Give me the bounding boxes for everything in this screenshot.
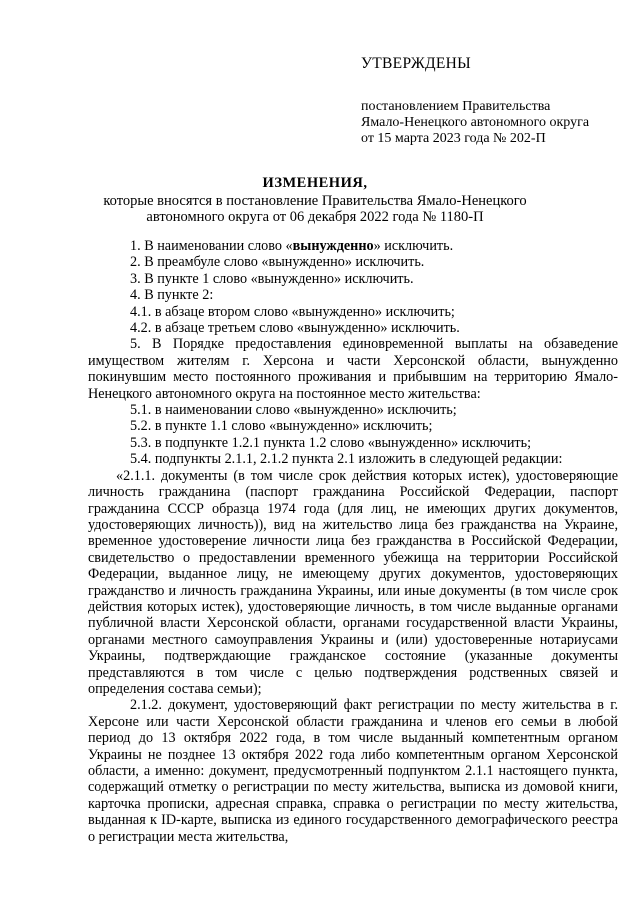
document-title — [60, 175, 570, 225]
paragraph-2-1-1: «2.1.1. документы (в том числе срок действия которых истек), удостоверяющие личность гражданина (паспорт гражданина Российской Федерации, паспорт гражданина СССР образца 1974 года (для лиц, не имеющих других документов, удостоверяющих личность)), вид на жительство лица без гражданства на Украине, временное удостоверение личности лица без гражданства в Российской Федерации, свидетельство о предоставлении временного убежища на территории Российской Федерации, выданное лицу, не имеющему других документов, удостоверяющих гражданство и личность гражданина Украины, или иные документы (в том числе срок действия которых истек), удостоверяющие личность, в том числе выданные органами публичной власти Херсонской области, органами государственной власти Украины, органами местного самоуправления Украины и (или) удостоверенные нотариусами Украины, подтверждающие гражданское состояние (указанные документы представляются в том числе с целью подтверждения родственных связей и определения состава семьи); — [88, 467, 618, 697]
item-4-2: 4.2. в абзаце третьем слово «вынужденно» исключить. — [130, 320, 460, 337]
item-5-2: 5.2. в пункте 1.1 слово «вынужденно» исключить; — [130, 418, 433, 435]
item-5-4: 5.4. подпункты 2.1.1, 2.1.2 пункта 2.1 изложить в следующей редакции: — [130, 451, 563, 468]
approval-line-2: Ямало-Ненецкого автономного округа — [361, 115, 590, 130]
document-body — [88, 238, 618, 845]
item-4: 4. В пункте 2: — [130, 287, 214, 304]
item-5-1: 5.1. в наименовании слово «вынужденно» исключить; — [130, 402, 457, 419]
approval-block — [361, 56, 631, 147]
item-3: 3. В пункте 1 слово «вынужденно» исключить. — [130, 270, 414, 287]
approval-line-3: от 15 марта 2023 года № 202-П — [361, 131, 546, 146]
approval-heading: УТВЕРЖДЕНЫ — [361, 55, 471, 72]
approval-line-1: постановлением Правительства — [361, 99, 551, 114]
item-2: 2. В преамбуле слово «вынужденно» исключить. — [130, 254, 425, 271]
paragraph-2-1-2: 2.1.2. документ, удостоверяющий факт регистрации по месту жительства в г. Херсоне или части Херсонской области гражданина и членов его семьи в любой период до 13 октября 2022 года, в том числе выданный компетентным органом Украины не позднее 13 октября 2022 года либо компетентным органом Херсонской области, а именно: документ, предусмотренный подпунктом 2.1.1 настоящего пункта, содержащий отметку о регистрации по месту жительства, выписка из домовой книги, карточка прописки, адресная справка, справка о регистрации по месту жительства, выданная к ID-карте, выписка из единого государственного демографического реестра о регистрации места жительства, — [88, 697, 618, 845]
title-sub-2: автономного округа от 06 декабря 2022 года № 1180-П — [146, 209, 484, 225]
title-sub-1: которые вносятся в постановление Правительства Ямало-Ненецкого — [103, 193, 527, 209]
item-5-3: 5.3. в подпункте 1.2.1 пункта 1.2 слово «вынужденно» исключить; — [130, 434, 532, 451]
item-1-bold-word: вынужденно — [292, 238, 374, 254]
item-5: 5. В Порядке предоставления единовременной выплаты на обзаведение имуществом жителям г. Херсона и части Херсонской области, вынужденно покинувшим место постоянного проживания и прибывшим на территорию Ямало-Ненецкого автономного округа на постоянное место жительства: — [88, 336, 618, 402]
item-1: 1. В наименовании слово «вынужденно» исключить. — [130, 238, 454, 254]
title-main: ИЗМЕНЕНИЯ, — [262, 175, 368, 191]
item-4-1: 4.1. в абзаце втором слово «вынужденно» исключить; — [130, 303, 455, 320]
